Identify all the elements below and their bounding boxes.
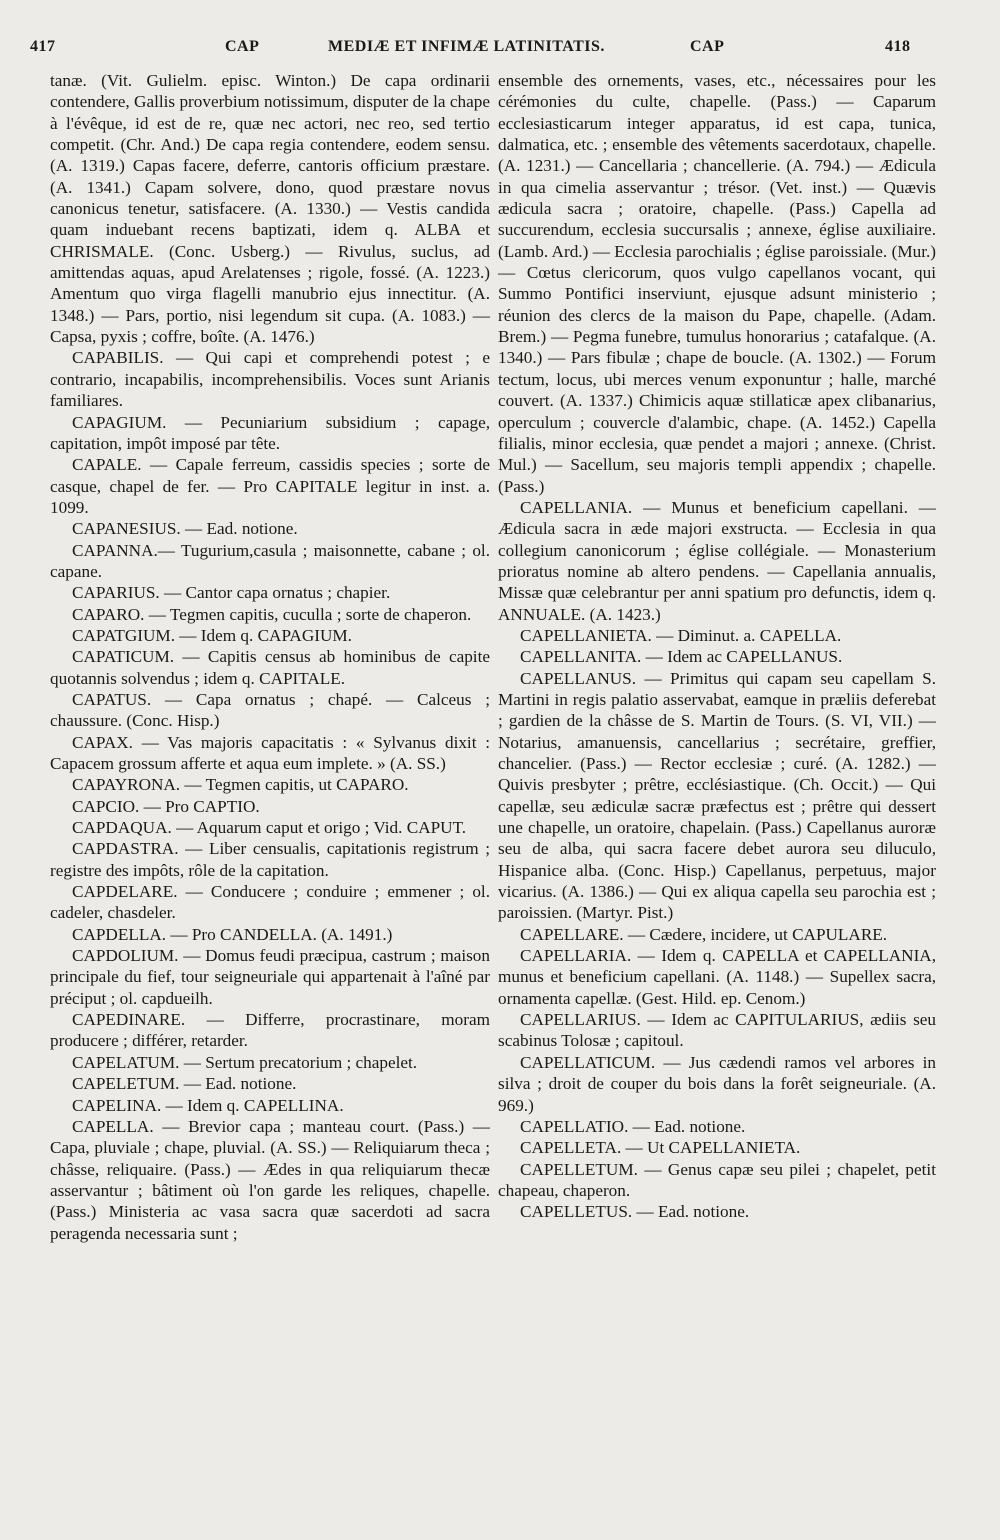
page-number-right: 418 — [885, 38, 911, 55]
entry-capellaria: CAPELLARIA. — Idem q. CAPELLA et CAPELLANIA, munus et beneficium capellani. (A. 1148.) — Supellex sacra, ornamenta capellæ. (Gest. Hild. ep. Cenom.) — [498, 946, 936, 1008]
entry-capayrona: CAPAYRONA. — Tegmen capitis, ut CAPARO. — [72, 775, 409, 795]
entry-caparo: CAPARO. — Tegmen capitis, cuculla ; sorte de chaperon. — [72, 604, 472, 624]
entry-capellanus: CAPELLANUS. — Primitus qui capam seu capellam S. Martini in regis palatio asservabat, eamque in præliis deferebat ; gardien de la châsse de S. Martin de Tours. (S. VI, VII.) — Notarius, amanuensis, cancellarius ; secrétaire, greffier, chancelier. (Pass.) — Rector ecclesiæ ; curé. (A. 1282.) — Quivis presbyter ; prêtre, ecclésiastique. (Ch. Occit.) — Qui capellæ, seu ædiculæ sacræ præfectus est ; prêtre qui dessert une chapelle, un oratoire, chapelain. (Pass.) Capellanus auroræ seu de alba, qui sacra facere debet aurora seu diluculo, Hispanice alba. (Conc. Hisp.) Capellanus, perpetuus, major vicarius. (A. 1386.) — Qui ex aliqua capella seu parochia est ; paroissien. (Martyr. Pist.) — [498, 668, 936, 923]
entry-capeletum: CAPELETUM. — Ead. notione. — [72, 1074, 297, 1094]
right-column — [498, 70, 936, 1223]
entry-capdolium: CAPDOLIUM. — Domus feudi præcipua, castrum ; maison principale du fief, tour seigneuriale qui appartenait à l'aîné par préciput ; ol. capdueilh. — [50, 946, 490, 1008]
entry-capellatio: CAPELLATIO. — Ead. notione. — [520, 1116, 746, 1136]
entry-capellarius: CAPELLARIUS. — Idem ac CAPITULARIUS, ædiis seu scabinus Tolosæ ; capitoul. — [498, 1010, 936, 1051]
entry-capellare: CAPELLARE. — Cædere, incidere, ut CAPULARE. — [520, 924, 888, 944]
entry-capellanita: CAPELLANITA. — Idem ac CAPELLANUS. — [520, 647, 843, 667]
entry-capatus: CAPATUS. — Capa ornatus ; chapé. — Calceus ; chaussure. (Conc. Hisp.) — [50, 689, 490, 731]
entry-capdella: CAPDELLA. — Pro CANDELLA. (A. 1491.) — [72, 924, 393, 944]
entry-capale: CAPALE. — Capale ferreum, cassidis species ; sorte de casque, chapel de fer. — Pro CAPITALE legitur in inst. a. 1099. — [50, 455, 490, 517]
entry-capelletum: CAPELLETUM. — Genus capæ seu pilei ; chapelet, petit chapeau, chaperon. — [498, 1159, 936, 1200]
page-number-left: 417 — [30, 38, 56, 55]
entry-capellanieta: CAPELLANIETA. — Diminut. a. CAPELLA. — [520, 625, 842, 645]
entry-capelleta: CAPELLETA. — Ut CAPELLANIETA. — [520, 1138, 801, 1158]
running-head-left: CAP — [225, 38, 260, 55]
entry-capagium: CAPAGIUM. — Pecuniarium subsidium ; capage, capitation, impôt imposé par tête. — [50, 412, 490, 453]
entry-capanesius: CAPANESIUS. — Ead. notione. — [72, 519, 298, 539]
entry-capdastra: CAPDASTRA. — Liber censualis, capitationis registrum ; registre des impôts, rôle de la capitation. — [50, 839, 490, 880]
entry-capaticum: CAPATICUM. — Capitis census ab hominibus de capite quotannis solvendus ; idem q. CAPITALE. — [50, 647, 490, 688]
entry-capelletus: CAPELLETUS. — Ead. notione. — [520, 1202, 750, 1222]
running-header — [30, 38, 920, 64]
entry-capella: CAPELLA. — Brevior capa ; manteau court. (Pass.) — Capa, pluviale ; chape, pluvial. (A. SS.) — Reliquiarum theca ; châsse, reliquaire. (Pass.) — Ædes in qua reliquiarum thecæ asservantur ; bâtiment où l'on garde les reliques, chapelle. (Pass.) Ministeria ac vasa sacra quæ sacerdoti ad sacra peragenda necessaria sunt ; — [50, 1116, 490, 1243]
entry-capdelare: CAPDELARE. — Conducere ; conduire ; emmener ; ol. cadeler, chasdeler. — [50, 882, 490, 923]
entry-capedinare: CAPEDINARE. — Differre, procrastinare, moram producere ; différer, retarder. — [50, 1010, 490, 1051]
entry-capax: CAPAX. — Vas majoris capacitatis : « Sylvanus dixit : Capacem grossum afferte et aqua eum implete. » (A. SS.) — [50, 732, 490, 773]
entry-capelatum: CAPELATUM. — Sertum precatorium ; chapelet. — [72, 1052, 418, 1072]
entry-capdaqua: CAPDAQUA. — Aquarum caput et origo ; Vid. CAPUT. — [72, 818, 467, 838]
entry-capcio: CAPCIO. — Pro CAPTIO. — [72, 796, 260, 816]
entry-caparius: CAPARIUS. — Cantor capa ornatus ; chapier. — [72, 583, 391, 603]
entry-capelina: CAPELINA. — Idem q. CAPELLINA. — [72, 1095, 344, 1115]
entry-capanna: CAPANNA.— Tugurium,casula ; maisonnette, cabane ; ol. capane. — [50, 540, 490, 581]
entry-capatgium: CAPATGIUM. — Idem q. CAPAGIUM. — [72, 625, 352, 645]
entry-capellaticum: CAPELLATICUM. — Jus cædendi ramos vel arbores in silva ; droit de couper du bois dans la forêt seigneuriale. (A. 969.) — [498, 1052, 936, 1115]
entry-capellania: CAPELLANIA. — Munus et beneficium capellani. — Ædicula sacra in æde majori exstructa. — Ecclesia in qua collegium canonicorum ; église collégiale. — Monasterium prioratus nomine ab altero pendens. — Capellania annualis, Missæ quæ celebrantur per anni spatium pro defunctis, idem q. ANNUALE. (A. 1423.) — [498, 497, 936, 624]
left-column — [50, 70, 490, 1244]
running-head-right: CAP — [690, 38, 725, 55]
entry-capabilis: CAPABILIS. — Qui capi et comprehendi potest ; e contrario, incapabilis, incomprehensibilis. Voces sunt Arianis familiares. — [50, 348, 490, 411]
running-head-title: MEDIÆ ET INFIMÆ LATINITATIS. — [328, 38, 605, 55]
entry-continuation: ensemble des ornements, vases, etc., nécessaires pour les cérémonies du culte, chapelle. (Pass.) — Caparum ecclesiasticarum integer apparatus, id est capa, tunica, dalmatica, etc. ; ensemble des vêtements sacerdotaux, chapelle. (A. 1231.) — Cancellaria ; chancellerie. (A. 794.) — Ædicula in qua cimelia asservantur ; trésor. (Vet. inst.) — Quævis ædicula sacra ; oratoire, chapelle. (Pass.) Capella ad succurendum, ecclesia succursalis ; annexe, église auxiliaire. (Lamb. Ard.) — Ecclesia parochialis ; église paroissiale. (Mur.) — Cœtus clericorum, quos vulgo capellanos vocant, qui Summo Pontifici inserviunt, ejusque adsunt ministerio ; réunion des clercs de la maison du Pape, chapelle. (Adam. Brem.) — Pegma funebre, tumulus honorarius ; catafalque. (A. 1340.) — Pars fibulæ ; chape de boucle. (A. 1302.) — Forum tectum, locus, ubi merces venum exponuntur ; halle, marché couvert. (A. 1337.) Chimicis aquæ stillaticæ apex clibanarius, operculum ; couvercle d'alambic, chape. (A. 1452.) Capella filialis, minor ecclesia, quæ pendet a majori ; annexe. (Christ. Mul.) — Sacellum, seu majoris templi appendix ; chapelle. (Pass.) — [498, 71, 936, 496]
entry-continuation: tanæ. (Vit. Gulielm. episc. Winton.) De capa ordinarii contendere, Gallis proverbium notissimum, disputer de la chape à l'évêque, id est de re, quæ nec actori, nec reo, sed tertio competit. (Chr. And.) De capa regia contendere, eodem sensu. (A. 1319.) Capas facere, deferre, cantoris officium præstare. (A. 1341.) Capam solvere, dono, quod præstare novus canonicus tenetur, satisfacere. (A. 1330.) — Vestis candida quam induebant recens baptizati, idem q. ALBA et CHRISMALE. (Conc. Usberg.) — Rivulus, suclus, ad amittendas aquas, apud Arelatenses ; rigole, fossé. (A. 1223.) Amentum quo virga flagelli manubrio ejus innectitur. (A. 1348.) — Pars, portio, nisi legendum sit cupa. (A. 1083.) — Capsa, pyxis ; coffre, boîte. (A. 1476.) — [50, 71, 490, 347]
